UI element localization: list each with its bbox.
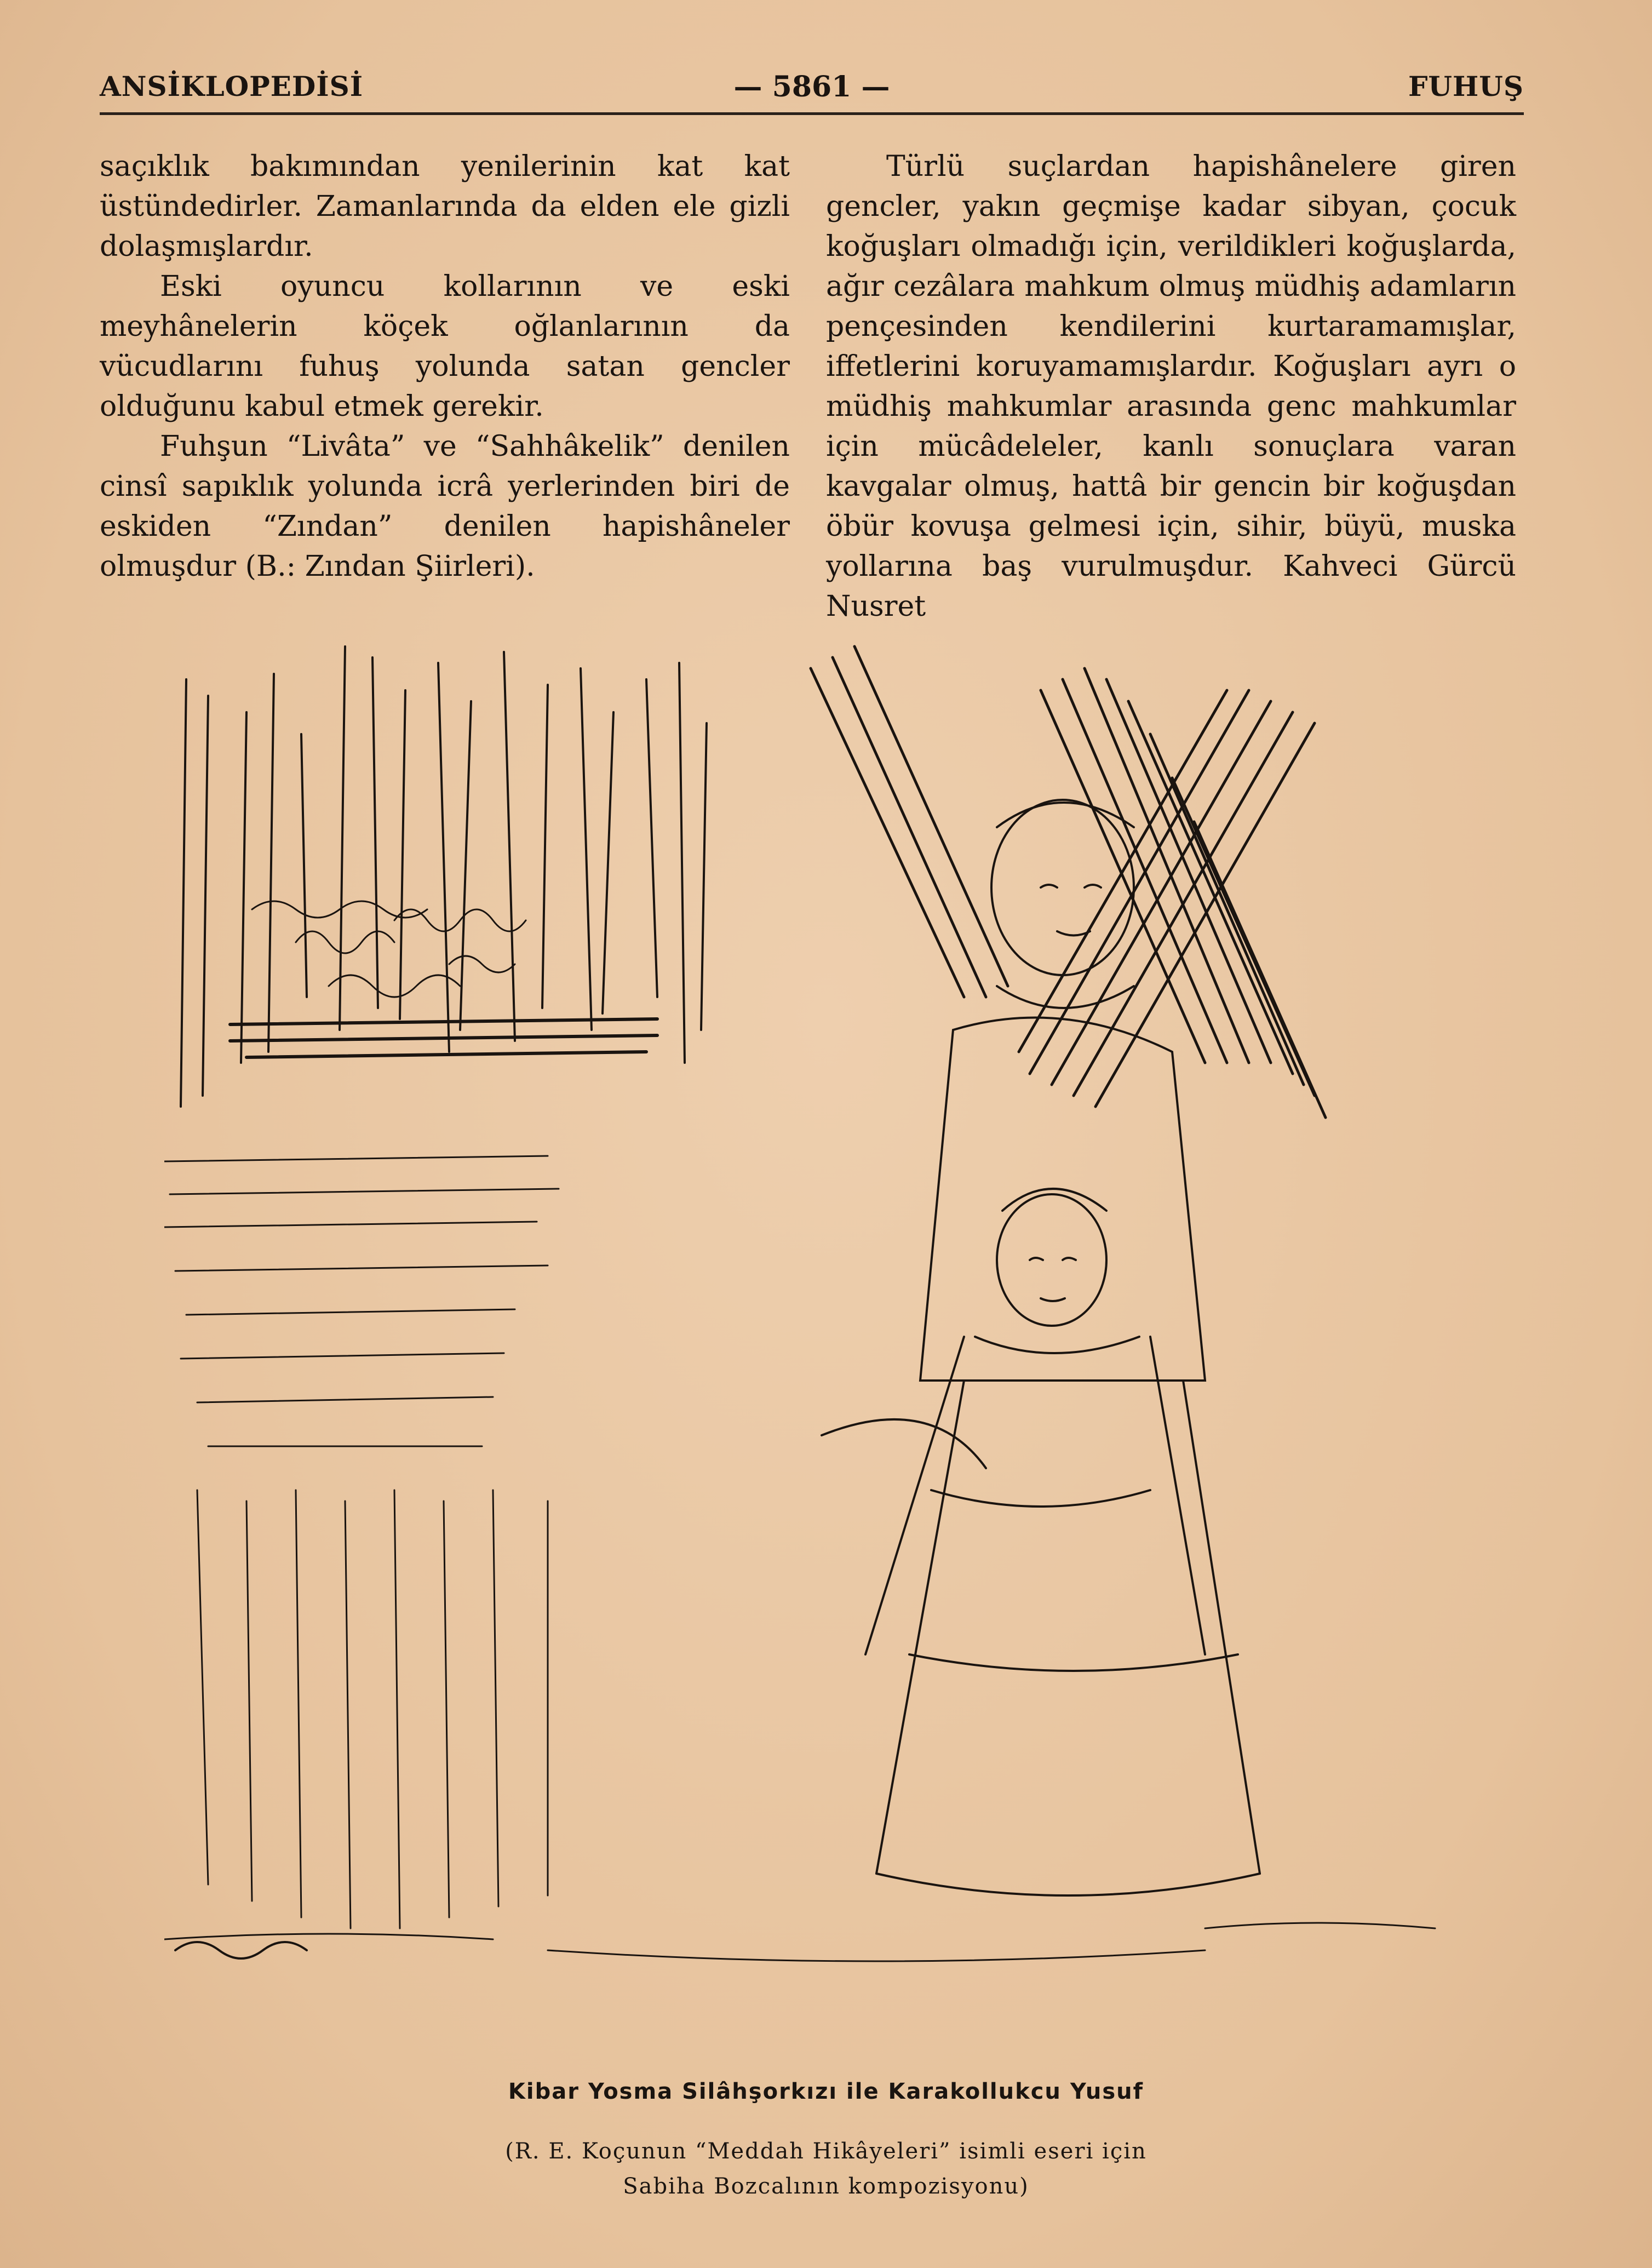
window-sill [230, 1019, 657, 1057]
left-paragraph-3: Fuhşun “Livâta” ve “Sahhâkelik” denilen cinsî sapıklık yolunda icrâ yerlerinden biri de eskiden “Zından” denilen hapishâneler olmuşdur (B.: Zından Şiirleri). [100, 430, 790, 583]
illustration-caption-source-2: Sabiha Bozcalının kompozisyonu) [623, 2174, 1029, 2199]
sofa-hatching [164, 1156, 559, 1928]
illustration-caption-source-1: (R. E. Koçunun “Meddah Hikâyeleri” isimli eseri için [505, 2139, 1147, 2164]
right-text-column [826, 147, 1516, 627]
right-paragraph-1: Türlü suçlardan hapishânelere giren gencler, yakın geçmişe kadar sibyan, çocuk koğuşları olmadığı için, verildikleri koğuşlarda, ağır cezâlara mahkum olmuş müdhiş adamların pençesinden kendilerini kurtaramamışlar, iffetlerini koruyamamışlardır. Koğuşları ayrı o müdhiş mahkumlar arasında genc mahkumlar için mücâdeleler, kanlı sonuçlara varan kavgalar olmuş, hattâ bir gencin bir koğuşdan öbür kovuşa gelmesi için, sihir, büyü, muska yollarına baş vurulmuşdur. Kahveci Gürcü Nusret [826, 150, 1516, 623]
left-paragraph-2: Eski oyuncu kollarının ve eski meyhânelerin köçek oğlanlarının da vücudlarını fuhuş yolunda satan gencler olduğunu kabul etmek gerekir. [100, 270, 790, 423]
pen-illustration [164, 614, 1452, 2016]
left-paragraph-1: saçıklık bakımından yenilerinin kat kat üstündedirler. Zamanlarında da elden ele gizli dolaşmışlardır. [100, 150, 790, 263]
header-entry-title: FUHUŞ [1408, 70, 1524, 102]
artist-signature-mark [175, 1942, 307, 1958]
floor-lines [164, 1923, 1435, 1961]
page-header [100, 70, 1524, 114]
illustration-caption-title: Kibar Yosma Silâhşorkızı ile Karakollukcu Yusuf [508, 2079, 1144, 2104]
page-number: — 5861 — [733, 70, 890, 104]
header-encyclopedia-title: ANSİKLOPEDİSİ [100, 70, 364, 102]
left-text-column [100, 147, 790, 587]
dark-background-hatching [811, 646, 1326, 1118]
young-man-figure [822, 1189, 1205, 1654]
header-rule [100, 112, 1524, 115]
flower-scribble [252, 901, 526, 997]
